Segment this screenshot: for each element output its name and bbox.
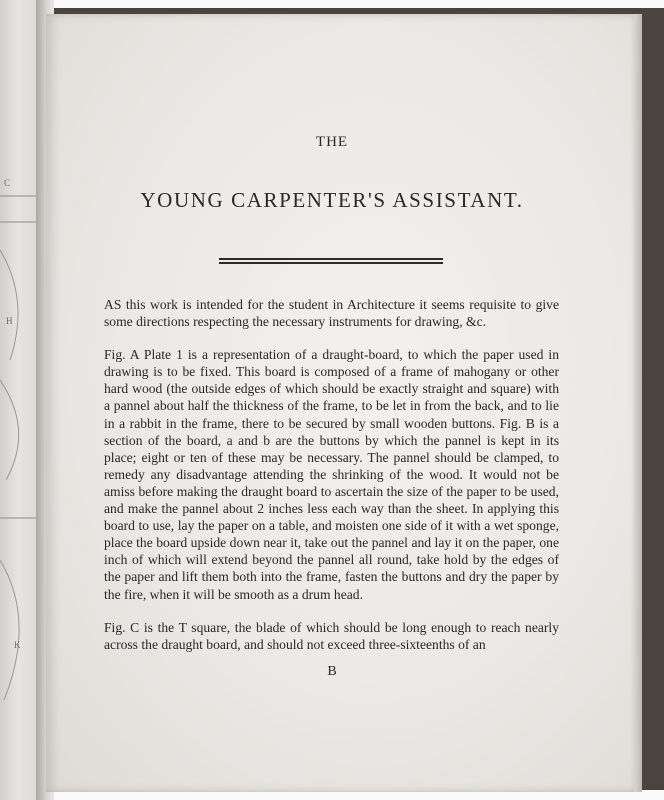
plate-label-k: K (14, 640, 21, 650)
scan-margin-top (0, 0, 664, 8)
paragraph-intro: AS this work is intended for the student in Architecture it seems requisite to give some directions respecting the necessary instruments for drawing, &c. (104, 297, 559, 330)
rule-line-bottom (219, 262, 443, 264)
plate-label-h: H (6, 316, 13, 326)
paragraph-fig-c: Fig. C is the T square, the blade of which should be long enough to reach nearly across the draught board, and should not exceed three-sixteenths of an (104, 619, 559, 652)
running-head: THE (315, 134, 349, 150)
body-text (104, 296, 559, 669)
rule-line-top (219, 258, 443, 260)
plate-label-c: C (4, 178, 11, 188)
page-title: YOUNG CARPENTER'S ASSISTANT. (140, 188, 524, 212)
title-rule (219, 258, 443, 266)
paragraph-fig-a: Fig. A Plate 1 is a representation of a draught-board, to which the paper used in drawing is to be fixed. This board is composed of a frame of mahogany or other hard wood (the outside edges of which should be exactly straight and square) with a pannel about half the thickness of the frame, to be let in from the back, and to lie in a rabbit in the frame, there to be secured by small wooden buttons. Fig. B is a section of the board, a and b are the buttons by which the pannel is kept in its place; eight or ten of these may be necessary. The pannel should be clamped, to remedy any disadvantage attending the shrinking of the wood. It would not be amiss before making the draught board to ascertain the size of the paper to be used, and make the pannel about 2 inches less each way than the sheet. In applying this board to use, lay the paper on a table, and moisten one side of it with a wet sponge, place the board upside down near it, take out the pannel and lay it on the paper, one inch of which will extend beyond the pannel all round, take hold by the edges of the paper and lift them both into the frame, fasten the buttons and dry the paper by the fire, when it will be smooth as a drum head. (104, 347, 559, 602)
signature-mark: B (327, 664, 337, 679)
